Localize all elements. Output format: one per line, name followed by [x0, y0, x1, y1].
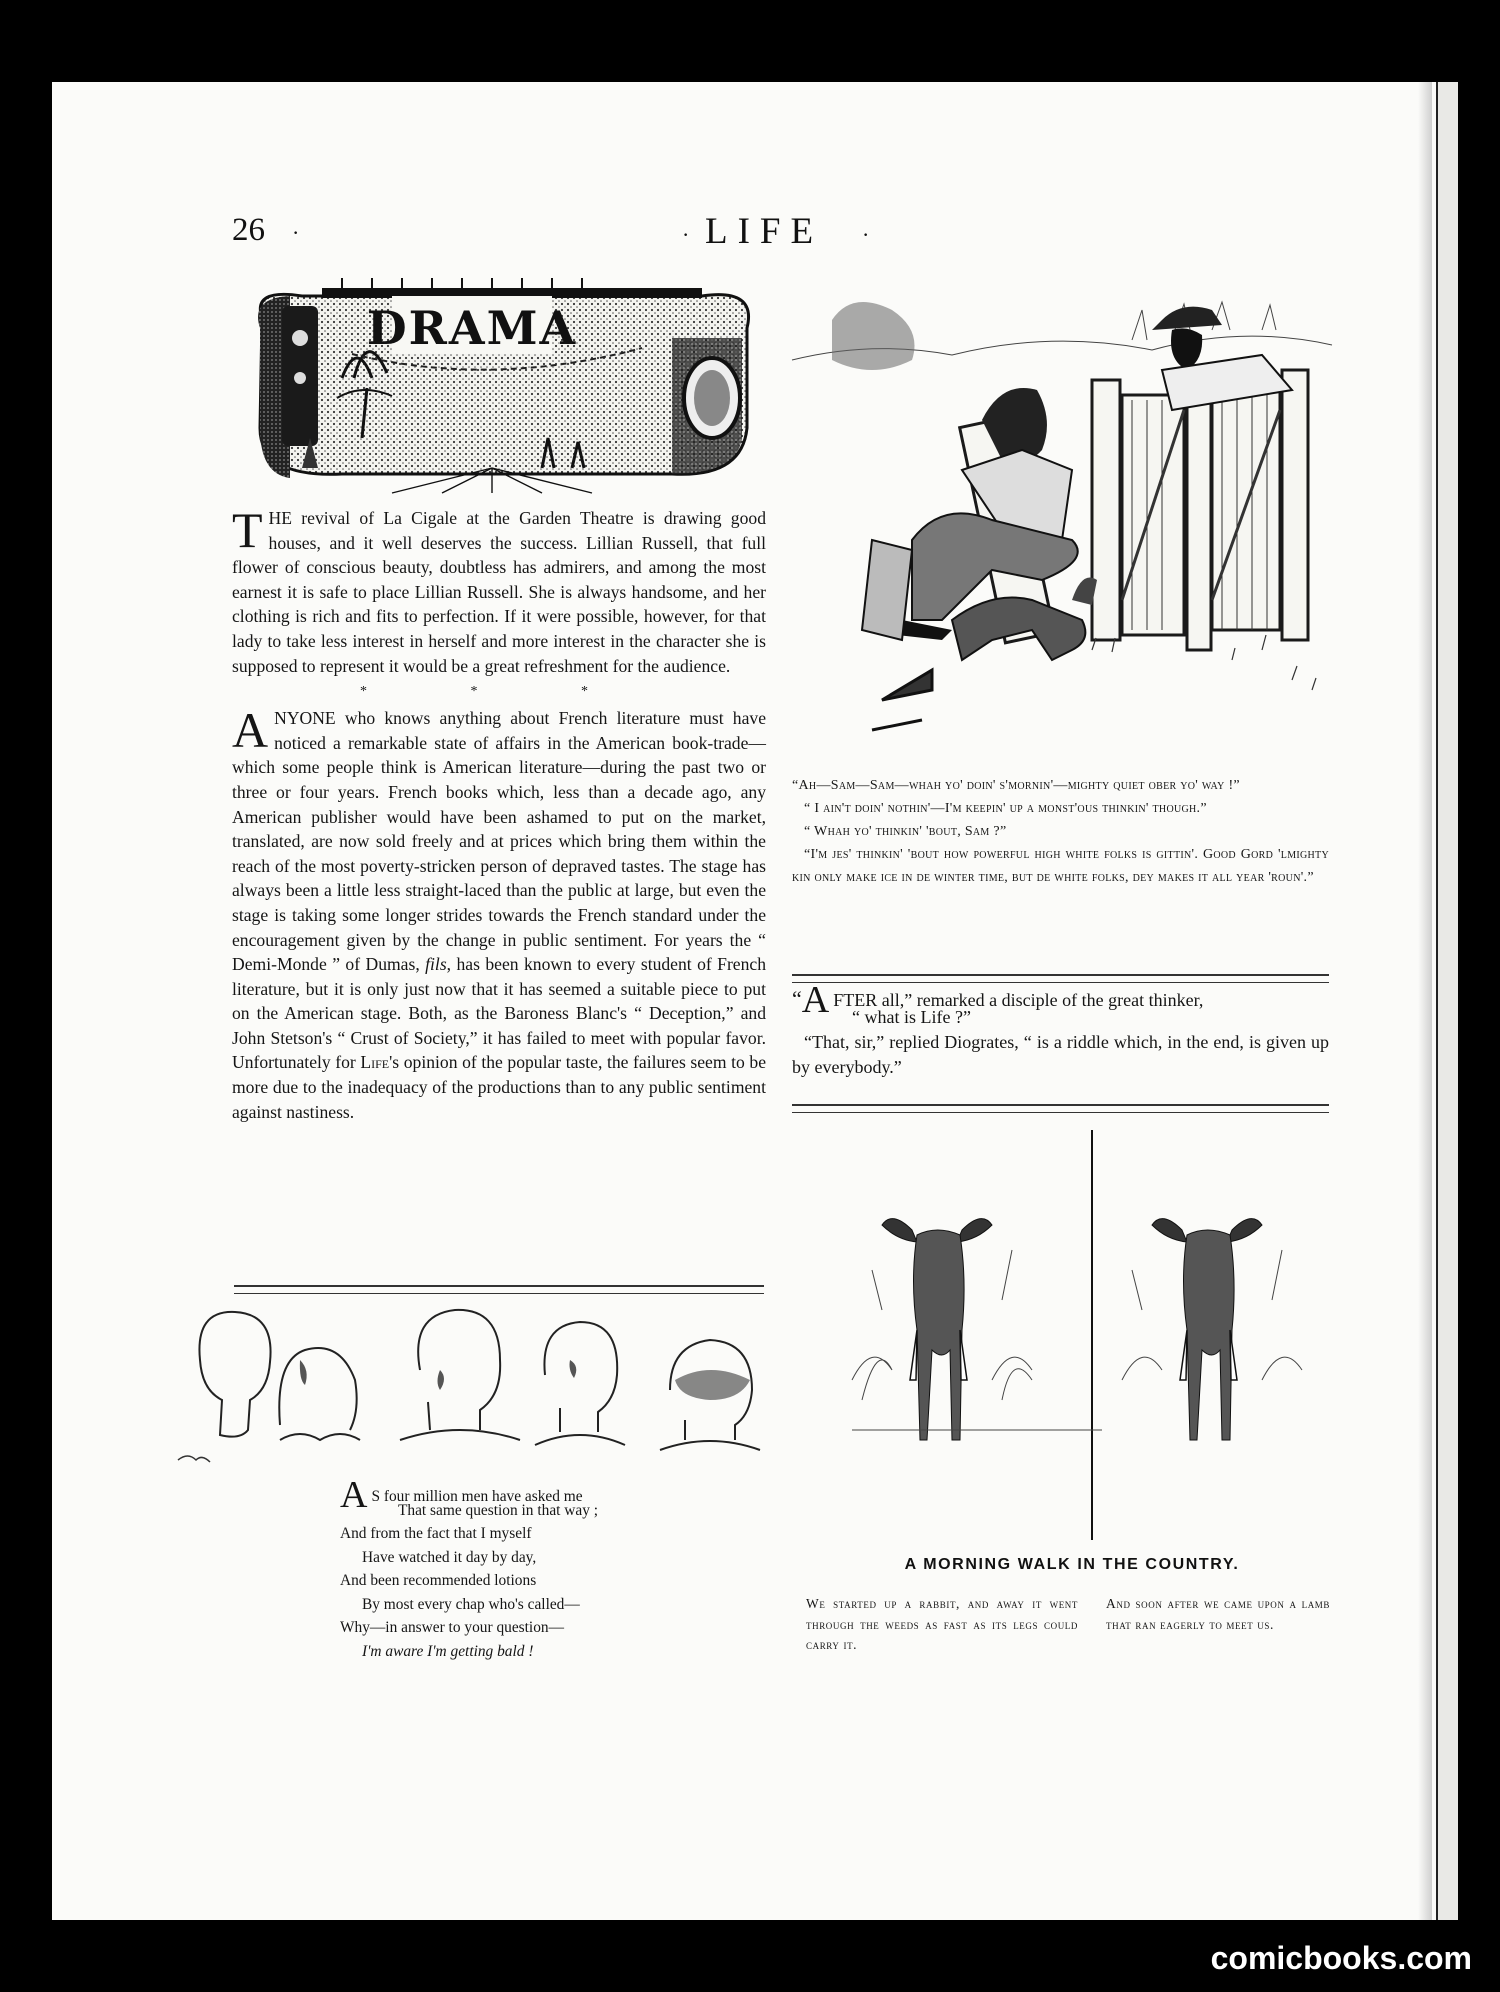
poem-line-7: Why—in answer to your question—: [340, 1619, 564, 1636]
morning-walk-panels: [792, 1130, 1332, 1540]
section-separator: * * *: [360, 684, 638, 700]
morning-walk-title: A MORNING WALK IN THE COUNTRY.: [904, 1556, 1240, 1573]
drama-column: [232, 502, 767, 1124]
site-watermark: comicbooks.com: [1210, 1940, 1472, 1976]
left-panel-caption: We started up a rabbit, and away it went through the weeds as fast as its legs could carry it.: [806, 1596, 1078, 1652]
quote-open: “: [792, 986, 802, 1011]
drop-cap-t: T: [232, 502, 263, 558]
fence-cartoon-illustration: [792, 300, 1332, 758]
drama-banner-illustration: [242, 278, 764, 494]
life-quote: [792, 979, 1329, 1080]
right-panel-caption: And soon after we came upon a lamb that ran eagerly to meet us.: [1106, 1596, 1330, 1632]
left-column-rule: [234, 1285, 764, 1294]
bald-poem: [340, 1474, 599, 1663]
header-dot-mid: ·: [682, 222, 690, 247]
panel-right-animal: [1152, 1219, 1262, 1440]
next-page-edge: [1436, 82, 1458, 1920]
fils-italic: fils: [425, 954, 447, 975]
panel-left-animal: [882, 1219, 992, 1440]
bald-heads-illustration: [180, 1300, 780, 1470]
poem-line-5: And been recommended lotions: [340, 1572, 537, 1589]
drama-paragraph-2-text-c: 's opinion of the popular taste, the failures seem to be more due to the inadequacy of the productions than to any public sentiment against nastiness.: [232, 1052, 766, 1122]
poem-line-2: That same question in that way ;: [398, 1501, 599, 1519]
dialog-line-4: “I'm jes' thinkin' 'bout how powerful high white folks is gittin'. Good Gord 'lmighty kin only make ice in de winter time, but de white folks, dey makes it all year 'roun'.”: [792, 847, 1329, 885]
dialog-line-2: “ I ain't doin' nothin'—I'm keepin' up a monst'ous thinkin' though.”: [804, 801, 1207, 816]
quote-drop-cap: A: [801, 979, 830, 1021]
poem-line-4: Have watched it day by day,: [362, 1548, 537, 1566]
cartoon-dialog: [792, 774, 1329, 889]
poem-line-8: I'm aware I'm getting bald !: [362, 1642, 534, 1660]
dialog-rule: [792, 974, 1329, 983]
drama-paragraph-1-text: HE revival of La Cigale at the Garden Theatre is drawing good houses, and it well deserves the success. Lillian Russell, that full flower of conscious beauty, doubtless has admirers, and among the most earnest it is safe to place Lillian Russell. She is always handsome, and her clothing is rich and fits to perfection. If it were possible, however, for that lady to take less interest in herself and more interest in the character she is supposed to represent it would be a great refreshment for the audience.: [232, 508, 766, 676]
masthead-title: LIFE: [705, 211, 824, 252]
quote-rule: [792, 1104, 1329, 1113]
dialog-line-1: “Ah—Sam—Sam—whah yo' doin' s'mornin'—mighty quiet ober yo' way !”: [792, 778, 1240, 793]
drama-paragraph-2-text-b: , has been known to every student of French literature, but it is only just now that it has seemed a suitable piece to put on the American stage. Both, as the Baroness Blanc's “ Deception,” and John Stetson's “ Crust of Society,” it has failed to meet with popular favor. Unfortunately for: [232, 954, 767, 1073]
header-dot-left: ·: [292, 220, 300, 245]
drama-paragraph-1: [232, 502, 766, 678]
poem-line-1-text: S four million men have asked me: [371, 1488, 583, 1505]
poem-line-3: And from the fact that I myself: [340, 1525, 532, 1542]
drama-title: DRAMA: [366, 301, 578, 355]
page-gutter-shadow: [1418, 82, 1432, 1920]
quote-line-2: “ what is Life ?”: [852, 1007, 971, 1027]
quote-line-3: “That, sir,” replied Diogrates, “ is a riddle which, in the end, is given up by everybody.”: [792, 1032, 1329, 1077]
header-dot-right: ·: [862, 222, 870, 247]
drama-paragraph-2-text: NYONE who knows anything about French literature must have noticed a remarkable state of affairs in the American book-trade—which some people think is American literature—during the past two or three or four years. French books which, less than a decade ago, any American publisher would have been ashamed to put on the market, translated, are now sold freely and at prices which bring them within the reach of the most poverty-stricken person of depraved tastes. The stage has always been a little less straight-laced than the public at large, but even the stage is taking some longer strides towards the French standard under the encouragement given by the change in public sentiment. For years the “ Demi-Monde ” of Dumas,: [232, 708, 766, 975]
drop-cap-a: A: [232, 702, 269, 759]
life-smallcaps: Life: [360, 1052, 390, 1073]
poem-drop-cap: A: [340, 1474, 368, 1516]
page-number: 26: [232, 212, 265, 248]
dialog-line-3: “ Whah yo' thinkin' 'bout, Sam ?”: [804, 824, 1007, 839]
drama-paragraph-2: [232, 702, 767, 1124]
quote-line-1-text: FTER all,” remarked a disciple of the great thinker,: [833, 990, 1204, 1010]
poem-line-6: By most every chap who's called—: [362, 1595, 580, 1613]
